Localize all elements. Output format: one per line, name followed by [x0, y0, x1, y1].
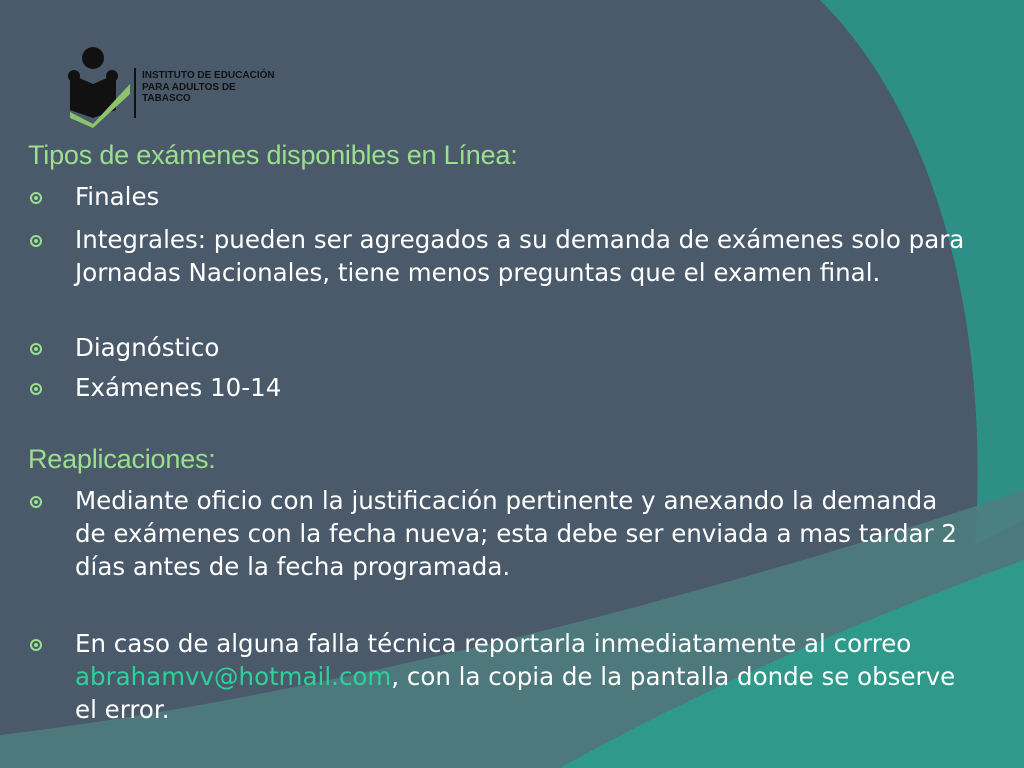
logo-line-2: PARA ADULTOS DE	[142, 81, 236, 93]
section-heading-exam-types: Tipos de exámenes disponibles en Línea:	[28, 140, 518, 170]
bullet-icon	[28, 186, 58, 210]
reader-icon	[64, 44, 144, 128]
logo-line-3: TABASCO	[142, 93, 191, 104]
list-item: Mediante oficio con la justificación pertinente y anexando la demanda de exámenes con la fecha nueva; esta debe ser enviada a mas tardar 2 días antes de la fecha programada.	[75, 486, 957, 581]
bullet-icon	[28, 490, 58, 514]
logo-text	[142, 70, 275, 105]
list-item	[75, 627, 975, 726]
logo-divider	[134, 68, 136, 118]
section-heading-reapplications: Reaplicaciones:	[28, 444, 216, 474]
bullet-icon	[28, 337, 58, 361]
list-item: Finales	[75, 182, 160, 211]
bullet-icon	[28, 377, 58, 401]
list-item: Exámenes 10-14	[75, 373, 282, 402]
item-text-before: En caso de alguna falla técnica reportarla inmediatamente al correo	[75, 629, 912, 658]
email-link[interactable]: abrahamvv@hotmail.com	[75, 662, 392, 691]
bullet-icon	[28, 229, 58, 253]
bullet-icon	[28, 633, 58, 657]
item-text-after: , con la copia de la pantalla donde se observe el error.	[75, 662, 956, 724]
logo-line-1: INSTITUTO DE EDUCACIÓN	[142, 70, 275, 81]
list-item: Integrales: pueden ser agregados a su demanda de exámenes solo para Jornadas Nacionales, tiene menos preguntas que el examen final.	[75, 225, 965, 287]
list-item: Diagnóstico	[75, 333, 220, 362]
